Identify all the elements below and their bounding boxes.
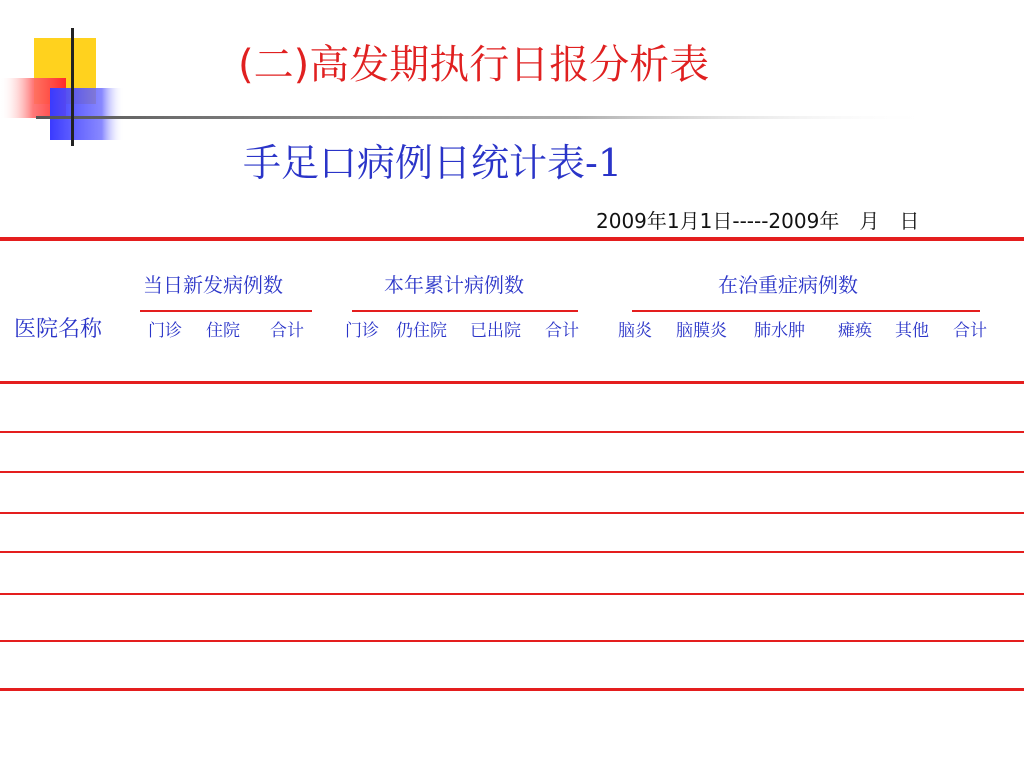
column-pulmonary-edema: 肺水肿 — [754, 321, 805, 341]
table-row — [0, 512, 1024, 514]
table-row — [0, 471, 1024, 473]
table-title: 手足口病例日统计表-1 — [243, 141, 623, 185]
column-meningitis: 脑膜炎 — [676, 321, 727, 341]
table-row — [0, 551, 1024, 553]
date-range: 2009年1月1日-----2009年 月 日 — [596, 209, 920, 233]
column-total: 合计 — [270, 321, 304, 341]
table-row — [0, 431, 1024, 433]
slide-title: (二)高发期执行日报分析表 — [238, 42, 710, 88]
table-row — [0, 593, 1024, 595]
hospital-name-header: 医院名称 — [14, 317, 103, 342]
column-other: 其他 — [895, 321, 929, 341]
group-underline-annual-cases — [352, 310, 578, 312]
column-discharged: 已出院 — [470, 321, 521, 341]
table-header-rule — [0, 381, 1024, 384]
group-label-new-cases: 当日新发病例数 — [143, 273, 283, 297]
group-label-annual-cases: 本年累计病例数 — [384, 273, 524, 297]
table-row — [0, 640, 1024, 642]
column-inpatient: 住院 — [206, 321, 240, 341]
column-encephalitis: 脑炎 — [618, 321, 652, 341]
group-label-severe-cases: 在治重症病例数 — [718, 273, 858, 297]
column-outpatient: 门诊 — [148, 321, 182, 341]
table-row — [0, 688, 1024, 691]
group-underline-new-cases — [140, 310, 312, 312]
group-underline-severe-cases — [632, 310, 980, 312]
table-top-rule — [0, 237, 1024, 241]
column-outpatient: 门诊 — [345, 321, 379, 341]
column-paralysis: 瘫痪 — [838, 321, 872, 341]
column-total: 合计 — [545, 321, 579, 341]
column-still-hospitalized: 仍住院 — [396, 321, 447, 341]
horizontal-rule-shape — [36, 116, 936, 119]
vertical-rule-shape — [71, 28, 74, 146]
column-total: 合计 — [953, 321, 987, 341]
blue-square-shape — [50, 88, 124, 140]
